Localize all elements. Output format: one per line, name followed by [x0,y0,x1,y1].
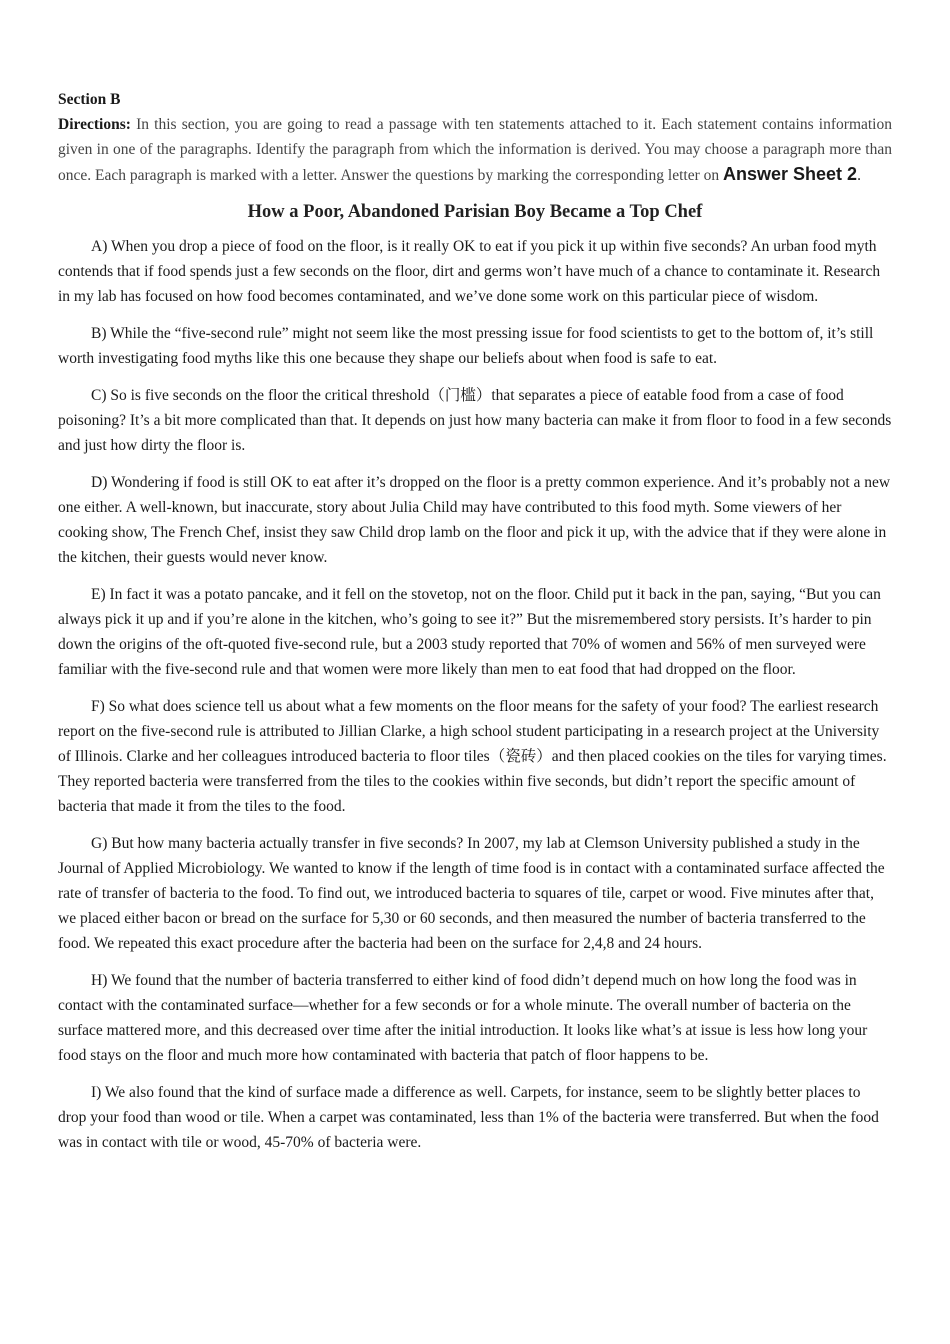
paragraph-d: D) Wondering if food is still OK to eat after it’s dropped on the floor is a pretty common experience. And it’s probably not a new one either. A well-known, but inaccurate, story about Julia Child may have contributed to this food myth. Some viewers of her cooking show, The French Chef, insist they saw Child drop lamb on the floor and pick it up, with the advice that if they were alone in the kitchen, their guests would never know. [58,474,891,566]
paragraph-f: F) So what does science tell us about what a few moments on the floor means for the safety of your food? The earliest research report on the five-second rule is attributed to Jillian Clarke, a high school student participating in a research project at the University of Illinois. Clarke and her colleagues introduced bacteria to floor tiles（瓷砖）and then placed cookies on the tiles for varying times. They reported bacteria were transferred from the tiles to the cookies within five seconds, but didn’t report the specific amount of bacteria that made it from the tiles to the food. [58,698,887,815]
directions-label: Directions: [58,116,131,133]
paragraph-i: I) We also found that the kind of surface made a difference as well. Carpets, for instance, seem to be slightly better places to drop your food than wood or tile. When a carpet was contaminated, less than 1% of the bacteria were transferred. But when the food was in contact with tile or wood, 45-70% of bacteria were. [58,1084,879,1151]
paragraph-c: C) So is five seconds on the floor the critical threshold（门槛）that separates a piece of eatable food from a case of food poisoning? It’s a bit more complicated than that. It depends on just how many bacteria can make it from floor to food in a few seconds and just how dirty the floor is. [58,387,892,454]
answer-sheet-label: Answer Sheet 2 [723,164,858,184]
paragraph-h: H) We found that the number of bacteria transferred to either kind of food didn’t depend much on how long the food was in contact with the contaminated surface—whether for a few seconds or for a whole minute. The overall number of bacteria on the surface mattered more, and this decreased over time after the initial introduction. It looks like what’s at issue is less how long your food stays on the floor and much more how contaminated with bacteria that patch of floor happens to be. [58,972,868,1064]
paragraph-e: E) In fact it was a potato pancake, and it fell on the stovetop, not on the floor. Child put it back in the pan, saying, “But you can always pick it up and if you’re alone in the kitchen, who’s going to see it?” But the misremembered story persists. It’s harder to pin down the origins of the oft-quoted five-second rule, but a 2003 study reported that 70% of women and 56% of men surveyed were familiar with the five-second rule and that women were more likely than men to eat food that had dropped on the floor. [58,586,881,678]
paragraph-a: A) When you drop a piece of food on the floor, is it really OK to eat if you pick it up within five seconds? An urban food myth contends that if food spends just a few seconds on the floor, dirt and germs won’t have much of a chance to contaminate it. Research in my lab has focused on how food becomes contaminated, and we’ve done some work on this particular piece of wisdom. [58,238,881,305]
section-heading: Section B [58,91,121,108]
paragraph-g: G) But how many bacteria actually transfer in five seconds? In 2007, my lab at Clemson University published a study in the Journal of Applied Microbiology. We wanted to know if the length of time food is in contact with a contaminated surface affected the rate of transfer of bacteria to the food. To find out, we introduced bacteria to squares of tile, carpet or wood. Five minutes after that, we placed either bacon or bread on the surface for 5,30 or 60 seconds, and then measured the number of bacteria transferred to the food. We repeated this exact procedure after the bacteria had been on the surface for 2,4,8 and 24 hours. [58,835,885,952]
passage-title: How a Poor, Abandoned Parisian Boy Became a Top Chef [247,202,703,222]
directions-paragraph [58,112,892,188]
directions-end: . [857,167,861,184]
paragraph-b: B) While the “five-second rule” might not seem like the most pressing issue for food scientists to get to the bottom of, it’s still worth investigating food myths like this one because they shape our beliefs about when food is safe to eat. [58,325,874,367]
directions-text: In this section, you are going to read a passage with ten statements attached to it. Each statement contains information given in one of the paragraphs. Identify the paragraph from which the information is derived. You may choose a paragraph more than once. Each paragraph is marked with a letter. Answer the questions by marking the corresponding letter on [58,116,892,184]
